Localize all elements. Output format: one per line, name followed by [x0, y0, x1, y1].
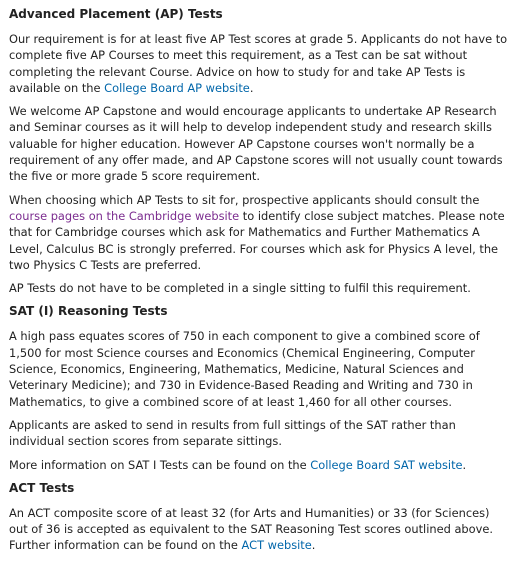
ap-section — [9, 6, 510, 296]
ap-heading: Advanced Placement (AP) Tests — [9, 7, 223, 21]
sat-heading: SAT (I) Reasoning Tests — [9, 304, 168, 319]
ap-paragraph-2: We welcome AP Capstone and would encourage applicants to undertake AP Research and Seminar courses as it will help to develop independent study and research skills valuable for higher education. However AP Capstone courses won't normally be a requirement of any offer made, and AP Capstone scores will not usually count towards the five or more grade 5 score requirement. — [9, 104, 503, 184]
ap-paragraph-3: When choosing which AP Tests to sit for, prospective applicants should consult the course pages on the Cambridge website to identify close subject matches. Please note that for Cambridge courses which ask for Mathematics and Further Mathematics A Level, Calculus BC is strongly preferred. For courses which ask for Physics A level, the two Physics C Tests are preferred. — [9, 192, 505, 272]
sat-section — [9, 303, 510, 472]
ap-paragraph-4: AP Tests do not have to be completed in a single sitting to fulfil this requirement. — [9, 281, 471, 296]
ap-paragraph-1: Our requirement is for at least five AP Test scores at grade 5. Applicants do not have to complete five AP Courses to meet this requirement, as a Test can be sat without completing the relevant Course. Advice on how to study for and take AP Tests is available on the College Board AP website. — [9, 32, 508, 95]
act-website-link[interactable]: ACT website — [241, 538, 312, 553]
act-heading: ACT Tests — [9, 480, 75, 495]
act-section — [9, 480, 510, 554]
sat-paragraph-3: More information on SAT I Tests can be found on the College Board SAT website. — [9, 457, 467, 472]
act-paragraph-1: An ACT composite score of at least 32 (for Arts and Humanities) or 33 (for Sciences) out of 36 is accepted as equivalent to the SAT Reasoning Test scores outlined above. Further information can be found on the ACT website. — [9, 505, 494, 553]
college-board-ap-link[interactable]: College Board AP website — [104, 80, 250, 95]
cambridge-course-pages-link[interactable]: course pages on the Cambridge website — [9, 208, 240, 223]
sat-paragraph-2: Applicants are asked to send in results from full sittings of the SAT rather than individual section scores from separate sittings. — [9, 417, 456, 449]
sat-paragraph-1: A high pass equates scores of 750 in each component to give a combined score of 1,500 for most Science courses and Economics (Chemical Engineering, Computer Science, Economics, Engineering, Mathematics, Medicine, Natural Sciences and Veterinary Medicine); and 730 in Evidence-Based Reading and Writing and 730 in Mathematics, to give a combined score of at least 1,460 for all other courses. — [9, 329, 480, 409]
college-board-sat-link[interactable]: College Board SAT website — [310, 457, 463, 472]
